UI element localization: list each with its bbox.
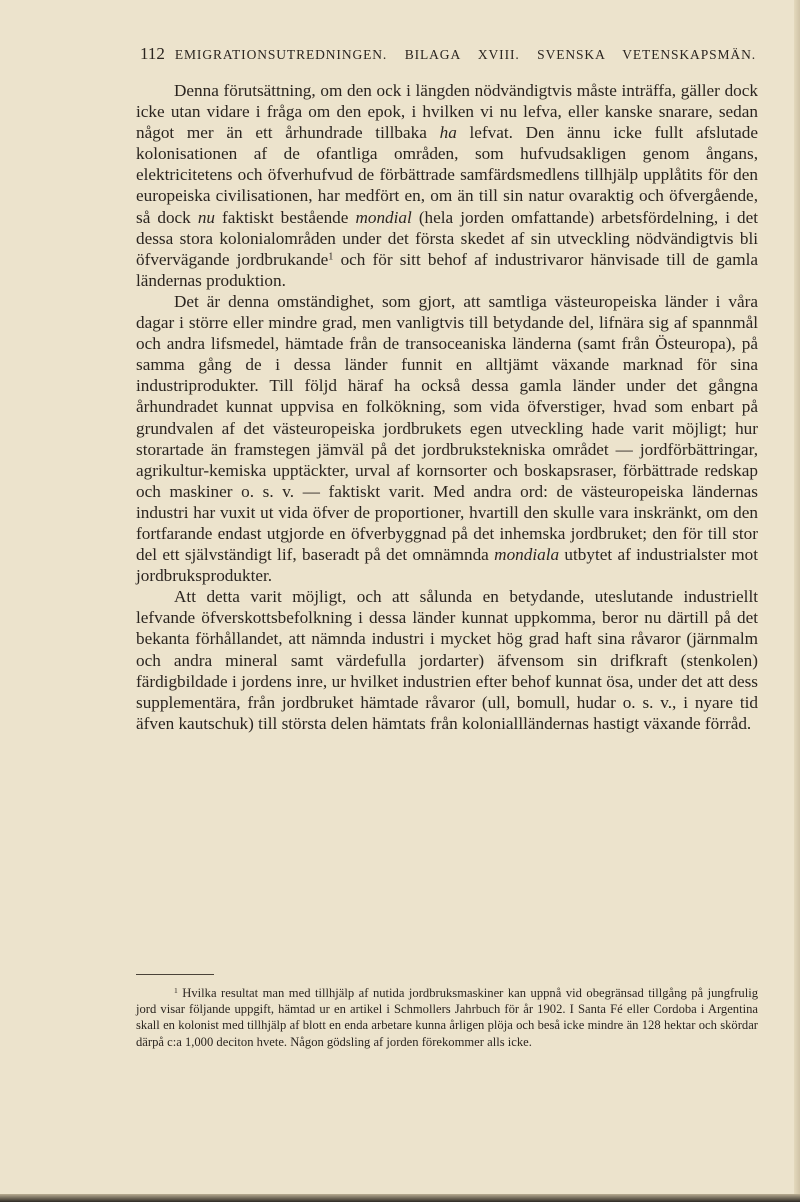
text-run: (hela jorden omfattande) arbetsfördelning, i det dessa stora kolonialområden under det första skedet af sin utveckling nödvändigtvis bli öfvervägande jordbrukande: [136, 207, 758, 269]
page-edge-bottom: [0, 1194, 800, 1202]
text-run: Hvilka resultat man med tillhjälp af nutida jordbruksmaskiner kan uppnå vid obegränsad tillgång på jungfrulig jord visar följande uppgift, hämtad ur en artikel i Schmollers Jahrbuch för år 1902. I Santa Fé eller Cordoba i Argentina skall en kolonist med tillhjälp af blott en enda arbetare kunna årligen plöja och beså icke mindre än 128 hektar och skördar därpå c:a 1,000 deciton hvete. Någon gödsling af jorden förekommer alls icke.: [136, 986, 758, 1049]
emphasis: nu: [197, 207, 215, 227]
text-run: Att detta varit möjligt, och att sålunda en betydande, uteslutande industriellt lefvande öfverskottsbefolkning i dessa länder kunnat uppkomma, beror nu därtill på det bekanta förhållandet, att nämnda industri i mycket hög grad haft sina råvaror (järnmalm och andra mineral samt värdefulla jordarter) äfvensom sin drifkraft (stenkolen) färdigbildade i jordens inre, ur hvilket industrien efter behof kunnat ösa, under det att dess supplementära, från jordbruket hämtade råvaror (ull, bomull, hudar o. s. v., i nyare tid äfven kautschuk) till största delen hämtats från koloniallländernas hastigt växande förråd.: [136, 587, 758, 733]
emphasis: mondiala: [494, 545, 560, 565]
text-run: utbytet af industrialster mot jordbruksprodukter.: [136, 545, 758, 586]
footnote-marker: 1: [328, 251, 334, 263]
text-run: lefvat. Den ännu icke fullt afslutade kolonisationen af de ofantliga områden, som hufvudsakligen genom ångans, elektricitetens och öfverhufvud de förbättrade samfärdsmedlens tillhjälp upplåtits för den europeiska civilisationen, har medfört en, om än till sin natur ovaraktig och öfvergående, så dock: [136, 123, 758, 227]
paragraph-2: [136, 291, 758, 586]
emphasis: ha: [439, 123, 457, 143]
running-title: EMIGRATIONSUTREDNINGEN. BILAGA XVIII. SVENSKA VETENSKAPSMÄN.: [174, 47, 756, 62]
paragraph-1: [136, 80, 758, 291]
page-header: [140, 44, 756, 64]
footnote-text: [136, 985, 758, 1050]
text-run: Denna förutsättning, om den ock i längden nödvändigtvis måste inträffa, gäller dock icke utan vidare i fråga om den epok, i hvilken vi nu lefva, eller kanske snarare, sedan något mer än ett århundrade tillbaka: [136, 81, 758, 143]
page-number: 112: [140, 44, 165, 63]
footnote: [136, 985, 758, 1050]
footnote-rule: [136, 974, 214, 975]
body-text: [136, 80, 758, 734]
text-run: faktiskt bestående: [215, 207, 356, 227]
text-run: Det är denna omständighet, som gjort, att samtliga västeuropeiska länder i våra dagar i större eller mindre grad, men vanligtvis till betydande del, lifnära sig af spannmål och andra lifsmedel, hämtade från de transoceaniska länderna (samt från Östeuropa), på samma gång de i dessa länder funnit en alltjämt växande marknad för sina industriprodukter. Till följd häraf ha också dessa gamla länder under det gångna århundradet kunnat uppvisa en folkökning, som vida öfverstiger, hvad som enbart på grundvalen af det västeuropeiska jordbrukets egen utveckling hade varit möjligt; hur storartade än framstegen jämväl på det jordbrukstekniska området — jordförbättringar, agrikultur-kemiska upptäckter, urval af kornsorter och boskapsraser, förbättrade redskap och maskiner o. s. v. — faktiskt varit. Med andra ord: de västeuropeiska ländernas industri har vuxit ut vida öfver de proportioner, hvartill den skulle vara inskränkt, om den fortfarande endast utgjorde en öfverbyggnad på det inhemska jordbruket; den för till stor del ett självständigt lif, baseradt på det omnämnda: [136, 291, 758, 565]
emphasis: mondial: [355, 207, 412, 227]
text-run: och för sitt behof af industrivaror hänvisade till de gamla ländernas produktion.: [136, 249, 758, 290]
page-edge-right: [794, 0, 800, 1202]
paragraph-3: [136, 586, 758, 734]
footnote-marker: 1: [174, 985, 178, 995]
